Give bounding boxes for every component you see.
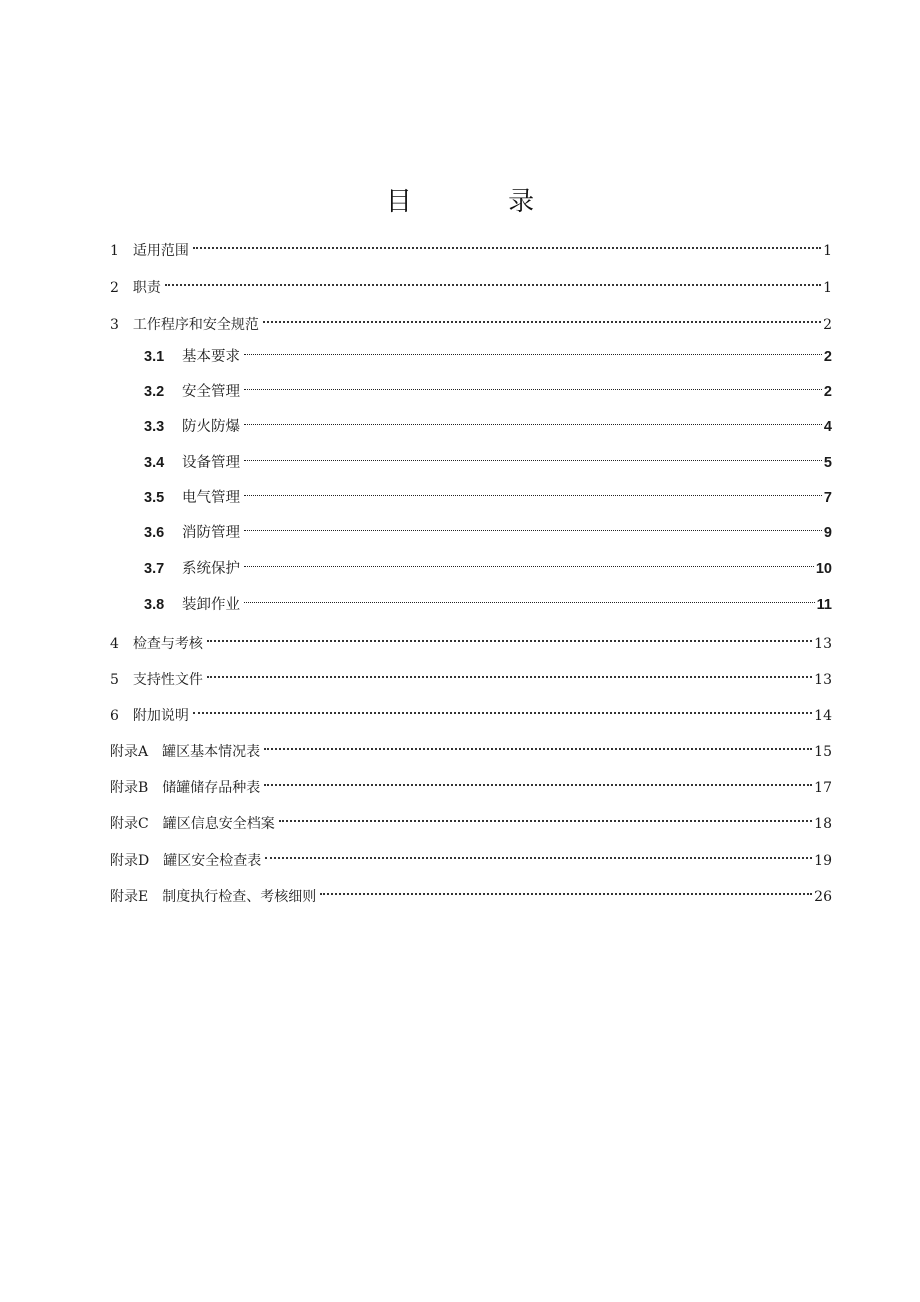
toc-entry-number: 6 [110,708,119,724]
toc-entry-label: 装卸作业 [182,597,240,613]
toc-entry-number: 1 [110,243,119,259]
toc-entry-appendix-a[interactable] [110,732,832,760]
toc-entry-number: 附录A [110,744,149,760]
toc-leader-dots [244,513,822,537]
toc-entry-2[interactable] [110,268,832,296]
toc-entry-number: 附录E [110,889,149,905]
toc-entry-page: 5 [823,455,832,471]
toc-entry-page: 1 [823,243,832,259]
toc-leader-dots [244,478,822,502]
toc-leader-dots [244,585,815,609]
toc-entry-label: 工作程序和安全规范 [132,317,259,333]
toc-leader-dots [244,337,822,361]
toc-entry-1[interactable] [110,231,832,259]
toc-leader-dots [193,231,821,255]
toc-entry-label: 检查与考核 [132,636,203,652]
toc-entry-page: 1 [823,280,832,296]
toc-leader-dots [265,841,812,865]
toc-entry-label: 设备管理 [182,455,240,471]
toc-entry-page: 2 [823,349,832,365]
toc-leader-dots [279,804,812,828]
toc-leader-dots [244,407,822,431]
toc-entry-appendix-e[interactable] [110,877,832,905]
toc-entry-appendix-b[interactable] [110,768,832,796]
toc-leader-dots [207,624,812,648]
toc-entry-number: 3.5 [144,490,165,506]
toc-entry-label: 适用范围 [132,243,189,259]
toc-entry-label: 罐区安全检查表 [163,853,262,869]
toc-entry-page: 7 [823,490,832,506]
toc-entry-appendix-c[interactable] [110,804,832,832]
toc-entry-label: 消防管理 [182,525,240,541]
toc-entry-number: 附录B [110,780,149,796]
toc-entry-number: 2 [110,280,119,296]
toc-entry-page: 13 [814,672,832,688]
toc-entry-page: 26 [814,889,832,905]
toc-leader-dots [264,732,812,756]
toc-leader-dots [320,877,812,901]
toc-entry-page: 9 [823,525,832,541]
toc-entry-number: 3.7 [144,561,165,577]
toc-entry-page: 17 [814,780,832,796]
toc-entry-page: 10 [815,561,832,577]
toc-leader-dots [165,268,821,292]
toc-leader-dots [207,660,812,684]
toc-entry-number: 附录C [110,816,149,832]
toc-leader-dots [244,372,822,396]
toc-entry-4[interactable] [110,624,832,652]
toc-entry-number: 附录D [110,853,150,869]
toc-entry-3-6[interactable] [144,513,832,541]
toc-entry-label: 安全管理 [182,384,240,400]
toc-entry-number: 3.2 [144,384,165,400]
toc-entry-number: 3.8 [144,597,165,613]
toc-entry-3-7[interactable] [144,549,832,577]
toc-leader-dots [264,768,812,792]
toc-entry-3-3[interactable] [144,407,832,435]
toc-entry-number: 3 [110,317,119,333]
toc-entry-page: 11 [816,597,832,613]
toc-entry-page: 18 [814,816,832,832]
toc-entry-page: 4 [823,419,832,435]
toc-entry-page: 2 [823,317,832,333]
toc-leader-dots [244,549,814,573]
toc-entry-appendix-d[interactable] [110,841,832,869]
toc-entry-page: 14 [814,708,832,724]
toc-entry-3[interactable] [110,305,832,333]
toc-entry-3-5[interactable] [144,478,832,506]
toc-title: 目 录 [385,187,579,217]
toc-entry-page: 13 [814,636,832,652]
toc-entry-label: 罐区信息安全档案 [162,816,275,832]
toc-entry-label: 罐区基本情况表 [162,744,261,760]
toc-entry-label: 系统保护 [182,561,240,577]
toc-entry-6[interactable] [110,696,832,724]
toc-entry-3-8[interactable] [144,585,832,613]
toc-entry-label: 储罐储存品种表 [162,780,261,796]
toc-entry-label: 职责 [132,280,161,296]
toc-entry-number: 3.1 [144,349,165,365]
toc-leader-dots [263,305,821,329]
toc-leader-dots [244,443,822,467]
toc-entry-number: 3.4 [144,455,165,471]
toc-entry-3-2[interactable] [144,372,832,400]
toc-leader-dots [193,696,812,720]
toc-entry-page: 2 [823,384,832,400]
toc-entry-label: 基本要求 [182,349,240,365]
toc-entry-page: 19 [814,853,832,869]
toc-entry-label: 制度执行检查、考核细则 [162,889,317,905]
toc-entry-number: 4 [110,636,119,652]
toc-entry-label: 防火防爆 [182,419,240,435]
toc-entry-number: 3.6 [144,525,165,541]
toc-entry-label: 附加说明 [132,708,189,724]
toc-entry-label: 支持性文件 [132,672,203,688]
toc-entry-3-1[interactable] [144,337,832,365]
toc-entry-label: 电气管理 [182,490,240,506]
toc-entry-3-4[interactable] [144,443,832,471]
toc-entry-5[interactable] [110,660,832,688]
toc-entry-number: 5 [110,672,119,688]
toc-entry-page: 15 [814,744,832,760]
toc-entry-number: 3.3 [144,419,165,435]
